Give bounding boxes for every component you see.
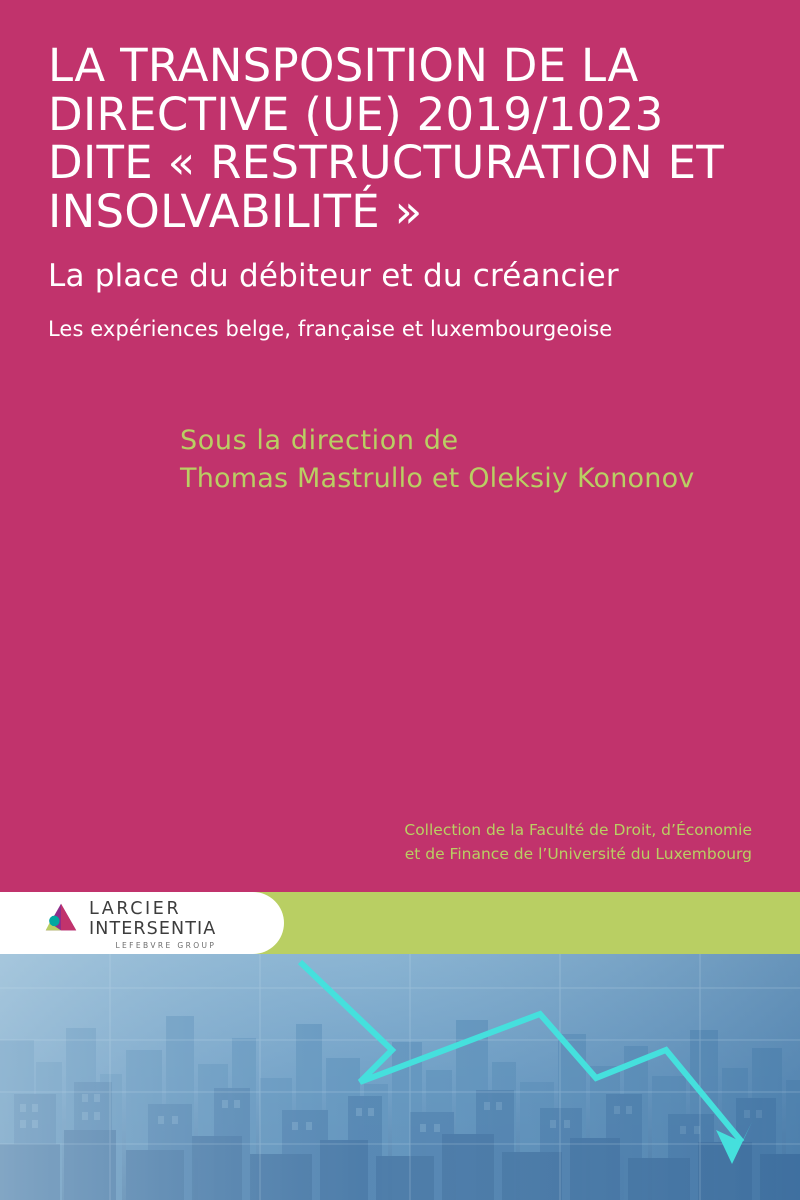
collection-line-2: et de Finance de l’Université du Luxembourg: [404, 845, 752, 864]
larcier-triangle-logo-icon: [42, 900, 80, 938]
collection-note: [282, 818, 752, 866]
editors-lead: Sous la direction de: [180, 425, 459, 456]
subtitle-primary: La place du débiteur et du créancier: [48, 258, 619, 295]
publisher-name-line-1: LARCIER: [89, 899, 182, 919]
publisher-logo: [42, 900, 216, 950]
page-title: LA TRANSPOSITION DE LA DIRECTIVE (UE) 2019/1023 DITE « RESTRUCTURATION ET INSOLVABILITÉ »: [48, 39, 725, 238]
cityscape-illustration: [0, 954, 800, 1200]
collection-line-1: Collection de la Faculté de Droit, d’Économie: [404, 821, 752, 839]
publisher-name-line-2: INTERSENTIA: [89, 918, 217, 939]
editors-names: Thomas Mastrullo et Oleksiy Kononov: [180, 462, 695, 494]
publisher-wordmark: [89, 900, 216, 950]
subtitle-secondary: Les expériences belge, française et luxembourgeoise: [48, 316, 613, 341]
title-block: [48, 39, 760, 343]
editors-block: [180, 424, 780, 496]
cityscape-photo: [0, 954, 800, 1200]
publisher-group-line: LEFEBVRE GROUP: [115, 941, 217, 950]
